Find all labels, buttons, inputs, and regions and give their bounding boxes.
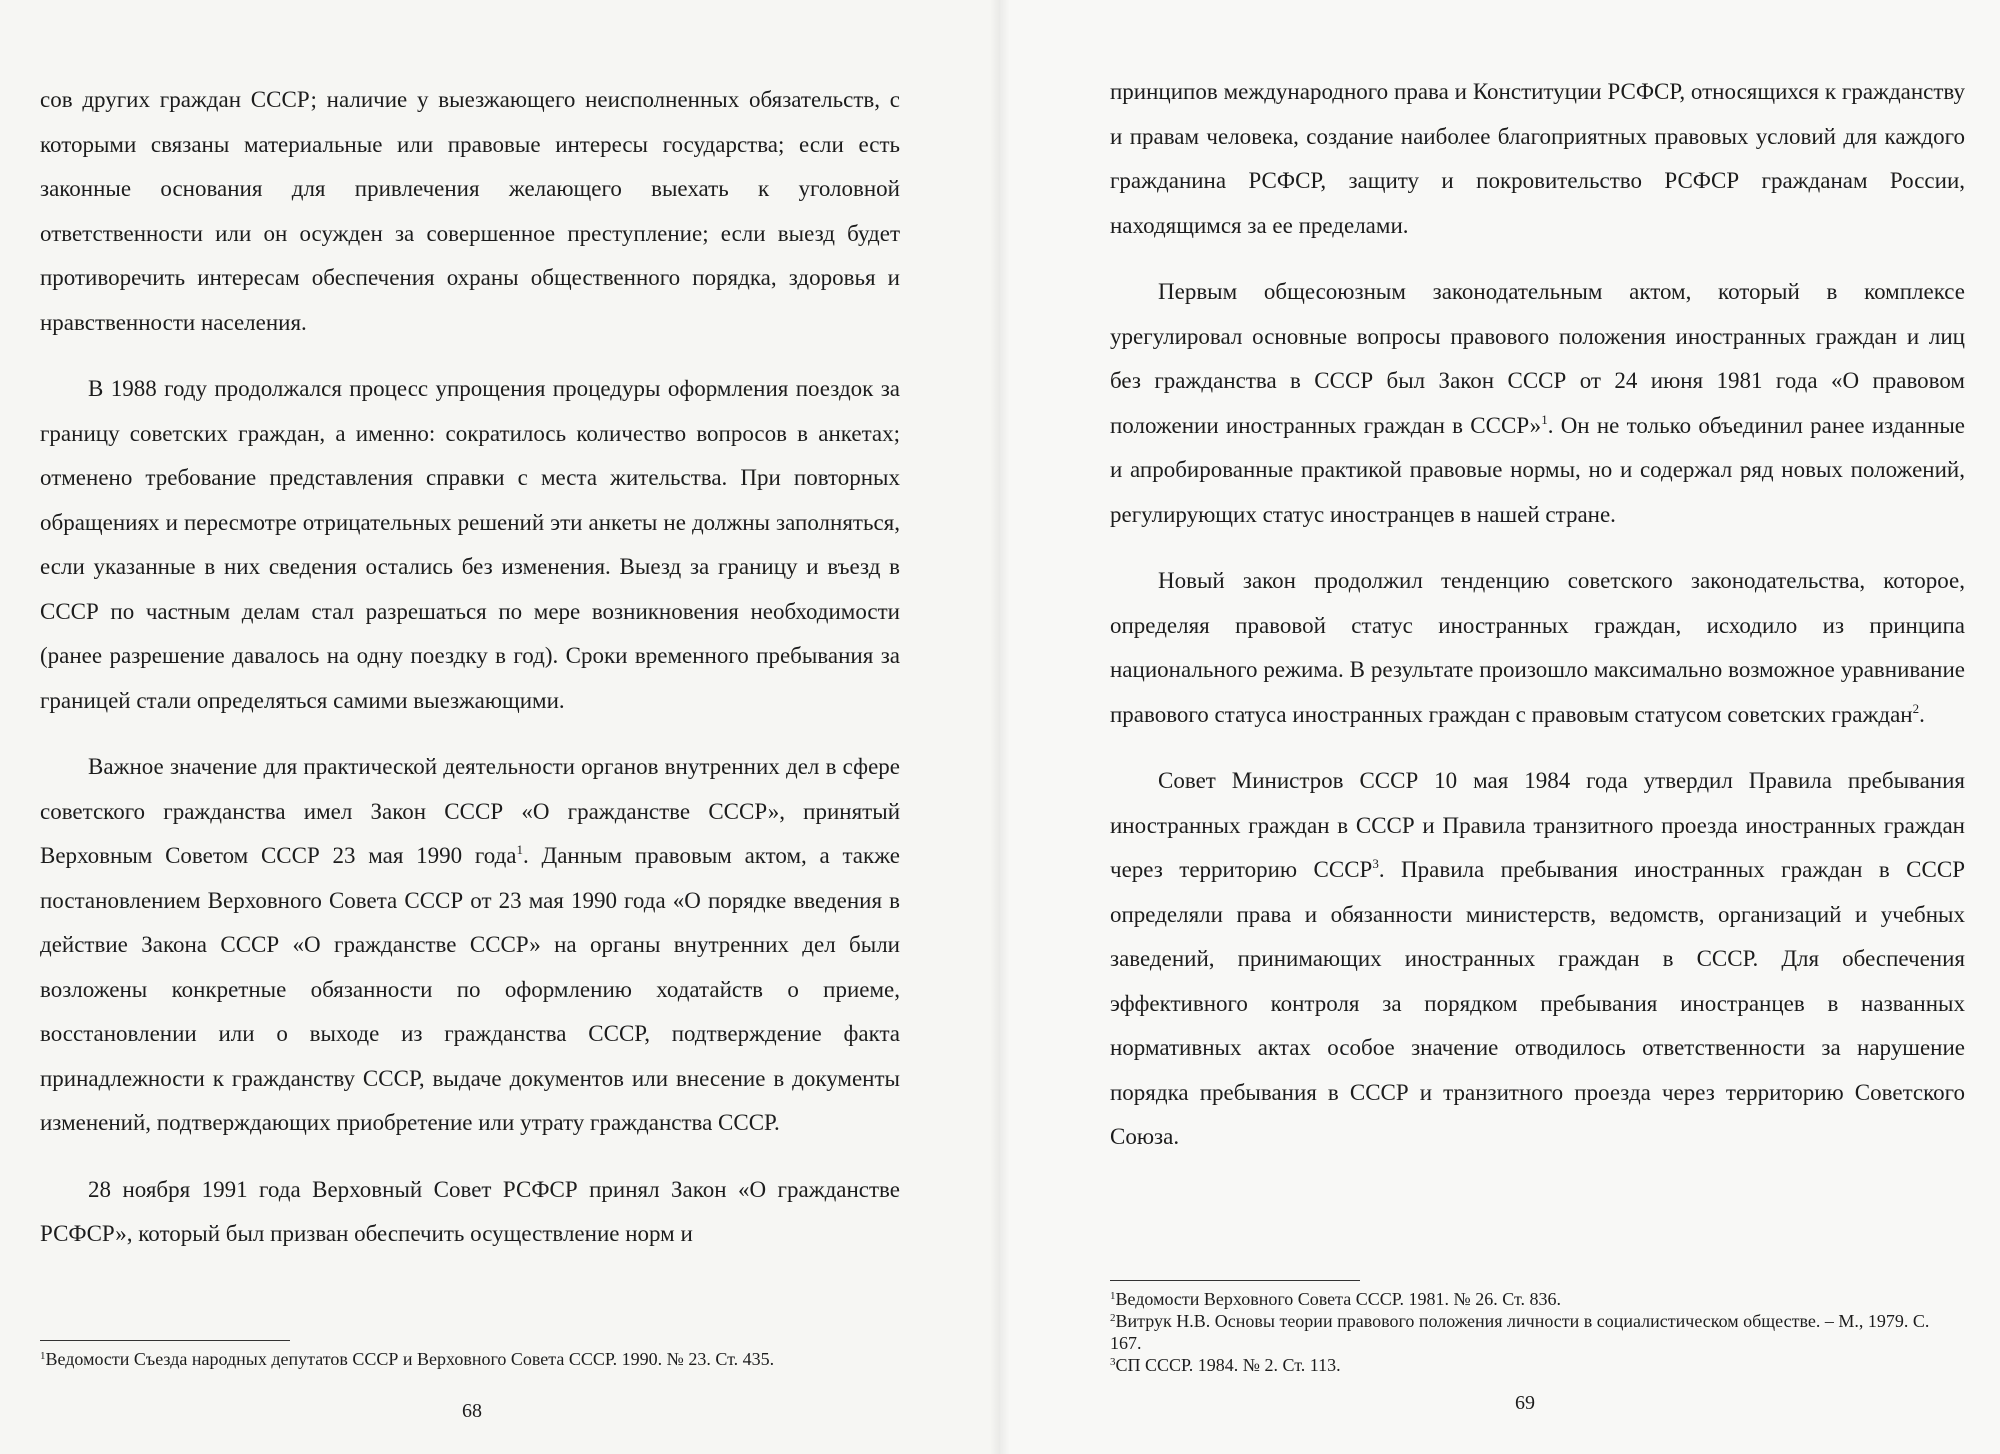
paragraph-text: . — [1919, 701, 1925, 727]
footnote-rule — [40, 1340, 290, 1341]
right-page — [1000, 0, 2000, 1454]
paragraph-text: Новый закон продолжил тенденцию советского законодательства, которое, определяя правовой статус иностранных граждан, исходило из принципа национального режима. В результате произошло максимально возможное уравнивание правового статуса иностранных граждан с правовым статусом советских граждан — [1110, 568, 1965, 727]
footnote-rule — [1110, 1280, 1360, 1281]
footnote-mark: 1 — [40, 1350, 46, 1362]
left-page-body — [40, 78, 900, 1279]
paragraph-text: . Правила пребывания иностранных граждан в СССР определяли права и обязанности министерств, ведомств, организаций и учебных заведений, принимающих иностранных граждан в СССР. Для обеспечения эффективного контроля за порядком пребывания иностранцев в названных нормативных актах особое значение отводилось ответственности за нарушение порядка пребывания в СССР и транзитного проезда через территорию Советского Союза. — [1110, 857, 1965, 1149]
paragraph-text: . Он не только объединил ранее изданные и апробированные практикой правовые нормы, но и содержал ряд новых положений, регулирующих статус иностранцев в нашей стране. — [1110, 412, 1965, 527]
footnote-text: Ведомости Верховного Совета СССР. 1981. № 26. Ст. 836. — [1115, 1289, 1561, 1309]
footnotes — [1110, 1288, 1965, 1376]
right-page-body — [1110, 70, 1965, 1182]
footnote-mark: 2 — [1110, 1312, 1116, 1324]
paragraph-text: . Данным правовым актом, а также постановлением Верховного Совета СССР от 23 мая 1990 года «О порядке введения в действие Закона СССР «О гражданстве СССР» на органы внутренних дел были возложены конкретные обязанности по оформлению ходатайств о приеме, восстановлении или о выходе из гражданства СССР, подтверждение факта принадлежности к гражданству СССР, выдаче документов или внесение в документы изменений, подтверждающих приобретение или утрату гражданства СССР. — [40, 843, 900, 1135]
footnote-text: СП СССР. 1984. № 2. Ст. 113. — [1115, 1355, 1341, 1375]
footnote-mark: 1 — [1110, 1290, 1116, 1302]
paragraph: принципов международного права и Конституции РСФСР, относящихся к гражданству и правам человека, создание наиболее благоприятных правовых условий для каждого гражданина РСФСР, защиту и покровительство РСФСР гражданам России, находящимся за ее пределами. — [1110, 79, 1965, 238]
paragraph — [40, 745, 900, 1146]
paragraph — [1110, 759, 1965, 1160]
footnote — [1110, 1354, 1965, 1376]
book-gutter — [990, 0, 1010, 1454]
footnote-ref: 1 — [516, 842, 524, 857]
footnote-ref: 2 — [1912, 700, 1920, 716]
page-number: 68 — [462, 1400, 482, 1422]
footnote-text: Витрук Н.В. Основы теории правового положения личности в социалистическом обществе. – М., 1979. С. 167. — [1110, 1311, 1930, 1353]
footnote-mark: 3 — [1110, 1356, 1116, 1368]
footnote — [1110, 1310, 1965, 1354]
paragraph — [1110, 559, 1965, 737]
footnote-ref: 3 — [1372, 856, 1379, 871]
footnote — [1110, 1288, 1965, 1310]
footnotes — [40, 1348, 900, 1370]
paragraph: 28 ноября 1991 года Верховный Совет РСФСР принял Закон «О гражданстве РСФСР», который был призван обеспечить осуществление норм и — [40, 1176, 900, 1246]
paragraph-text: Важное значение для практической деятельности органов внутренних дел в сфере советского гражданства имел Закон СССР «О гражданстве СССР», принятый Верховным Советом СССР 23 мая 1990 года — [40, 754, 900, 868]
footnote — [40, 1348, 900, 1370]
footnote-ref: 1 — [1541, 411, 1548, 427]
paragraph: В 1988 году продолжался процесс упрощения процедуры оформления поездок за границу советских граждан, а именно: сократилось количество вопросов в анкетах; отменено требование представления справки с места жительства. При повторных обращениях и пересмотре отрицательных решений эти анкеты не должны заполняться, если указанные в них сведения остались без изменения. Выезд за границу и въезд в СССР по частным делам стал разрешаться по мере возникновения необходимости (ранее разрешение давалось на одну поездку в год). Сроки временного пребывания за границей стали определяться самими выезжающими. — [40, 376, 900, 713]
paragraph-text: Совет Министров СССР 10 мая 1984 года утвердил Правила пребывания иностранных граждан в СССР и Правила транзитного проезда иностранных граждан через территорию СССР — [1110, 768, 1965, 882]
paragraph: сов других граждан СССР; наличие у выезжающего неисполненных обязательств, с которыми связаны материальные или правовые интересы государства; если есть законные основания для привлечения желающего выехать к уголовной ответственности или он осужден за совершенное преступление; если выезд будет противоречить интересам обеспечения охраны общественного порядка, здоровья и нравственности населения. — [40, 87, 900, 335]
footnote-text: Ведомости Съезда народных депутатов СССР и Верховного Совета СССР. 1990. № 23. Ст. 435. — [45, 1349, 775, 1369]
page-number: 69 — [1515, 1392, 1535, 1414]
paragraph-text: Первым общесоюзным законодательным актом, который в комплексе урегулировал основные вопросы правового положения иностранных граждан и лиц без гражданства в СССР был Закон СССР от 24 июня 1981 года «О правовом положении иностранных граждан в СССР» — [1110, 279, 1965, 438]
paragraph — [1110, 270, 1965, 537]
